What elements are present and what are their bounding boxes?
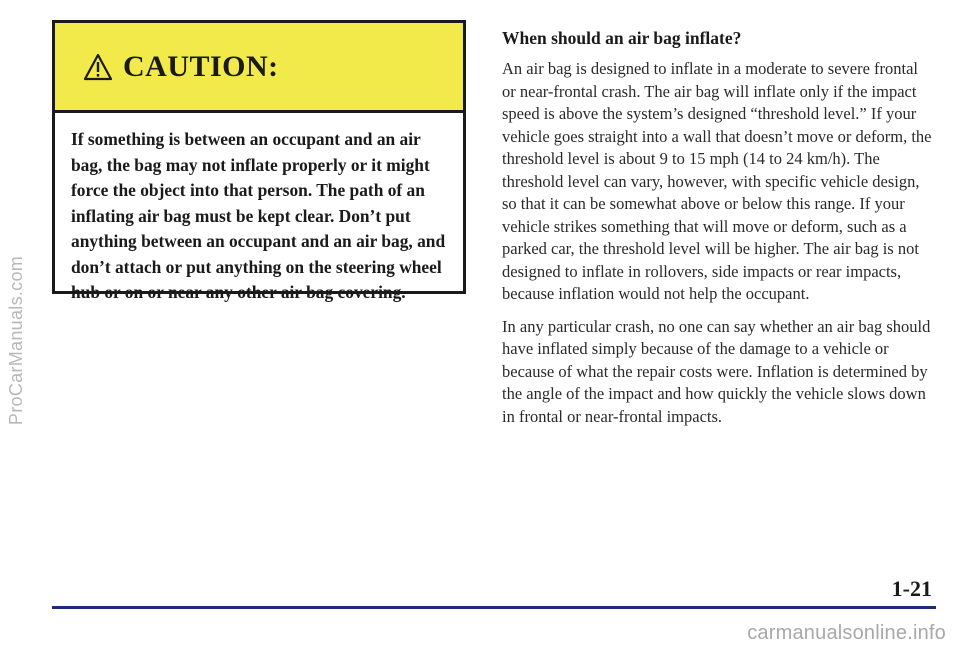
paragraph-2: In any particular crash, no one can say whether an air bag should have inflated simply because of the damage to a vehicle or because of what the repair costs were. Inflation is determined by the angle of the impact and how quickly the vehicle slows down in frontal or near-frontal impacts. xyxy=(502,316,931,426)
section-heading: When should an air bag inflate? xyxy=(502,28,742,48)
caution-box xyxy=(52,20,466,302)
watermark-bottom: carmanualsonline.info xyxy=(747,622,946,644)
page-number: 1-21 xyxy=(891,576,932,601)
caution-body: If something is between an occupant and an air bag, the bag may not inflate properly or it might force the object into that person. The path of an inflating air bag must be kept clear. Don’t put anything between an occupant and an air bag, and don’t attach or put anything on the steering wheel hub or on or near any other air bag covering. xyxy=(71,129,446,302)
paragraph-1: An air bag is designed to inflate in a moderate to severe frontal or near-frontal crash. The air bag will inflate only if the impact speed is above the system’s designed “threshold level.” If your vehicle goes straight into a wall that doesn’t move or deform, the threshold level is about 9 to 15 mph (14 to 24 km/h). The threshold level can vary, however, with specific vehicle design, so that it can be somewhat above or below this range. If your vehicle strikes something that will move or deform, such as a parked car, the threshold level will be higher. The air bag is not designed to inflate in rollovers, side impacts or rear impacts, because inflation would not help the occupant. xyxy=(502,59,932,303)
right-column xyxy=(502,28,932,438)
watermark-left xyxy=(2,90,32,590)
caution-title: CAUTION: xyxy=(123,49,279,83)
caution-header xyxy=(55,23,463,113)
footer-rule xyxy=(52,606,936,609)
watermark-left-text: ProCarManuals.com xyxy=(6,255,27,425)
warning-triangle-icon xyxy=(83,53,113,81)
